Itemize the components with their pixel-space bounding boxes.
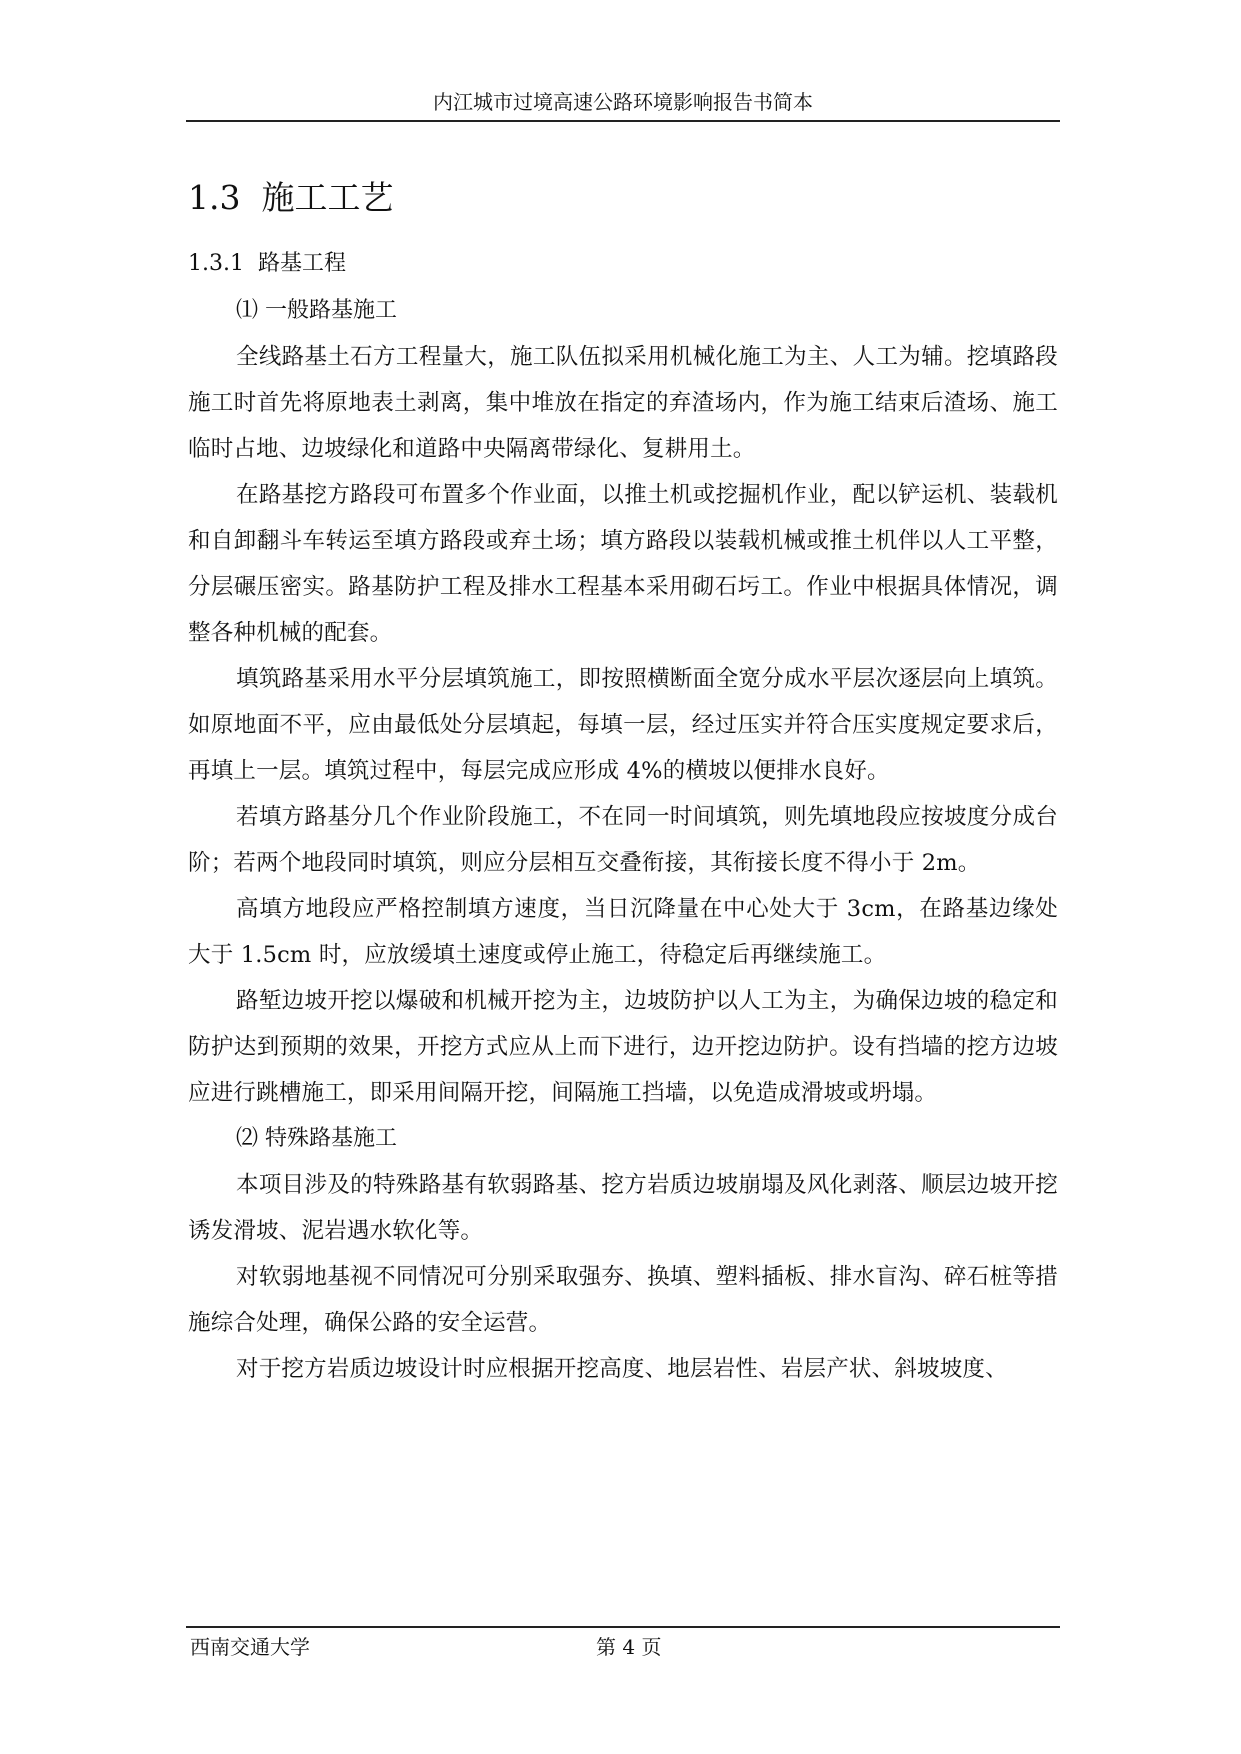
page-header	[186, 84, 1060, 122]
header-title: 内江城市过境高速公路环境影响报告书简本	[433, 90, 813, 114]
item-heading-general-subgrade: ⑴ 一般路基施工	[236, 298, 397, 323]
paragraph: 填筑路基采用水平分层填筑施工，即按照横断面全宽分成水平层次逐层向上填筑。如原地面不平，应由最低处分层填起，每填一层，经过压实并符合压实度规定要求后，再填上一层。填筑过程中，每层完成应形成 4%的横坡以便排水良好。	[188, 666, 1058, 784]
section-number: 1.3	[188, 178, 241, 217]
paragraph: 对软弱地基视不同情况可分别采取强夯、换填、塑料插板、排水盲沟、碎石桩等措施综合处理，确保公路的安全运营。	[188, 1264, 1058, 1336]
paragraph: 若填方路基分几个作业阶段施工，不在同一时间填筑，则先填地段应按坡度分成台阶；若两个地段同时填筑，则应分层相互交叠衔接，其衔接长度不得小于 2m。	[188, 804, 1058, 876]
paragraph: 全线路基土石方工程量大，施工队伍拟采用机械化施工为主、人工为辅。挖填路段施工时首先将原地表土剥离，集中堆放在指定的弃渣场内，作为施工结束后渣场、施工临时占地、边坡绿化和道路中央隔离带绿化、复耕用土。	[188, 344, 1058, 462]
subsection-heading	[188, 242, 1058, 286]
subsection-title: 路基工程	[257, 251, 346, 276]
item-heading-special-subgrade: ⑵ 特殊路基施工	[236, 1126, 397, 1151]
page-number: 第 4 页	[596, 1635, 662, 1659]
paragraph: 对于挖方岩质边坡设计时应根据开挖高度、地层岩性、岩层产状、斜坡坡度、	[236, 1356, 1008, 1382]
document-body	[188, 168, 1058, 1392]
paragraph: 高填方地段应严格控制填方速度，当日沉降量在中心处大于 3cm，在路基边缘处大于 1.5cm 时，应放缓填土速度或停止施工，待稳定后再继续施工。	[188, 896, 1058, 968]
footer-institution: 西南交通大学	[190, 1635, 310, 1659]
paragraph: 本项目涉及的特殊路基有软弱路基、挖方岩质边坡崩塌及风化剥落、顺层边坡开挖诱发滑坡、泥岩遇水软化等。	[188, 1172, 1058, 1244]
section-title: 施工工艺	[261, 178, 394, 217]
paragraph: 在路基挖方路段可布置多个作业面，以推土机或挖掘机作业，配以铲运机、装载机和自卸翻斗车转运至填方路段或弃土场；填方路段以装载机械或推土机伴以人工平整，分层碾压密实。路基防护工程及排水工程基本采用砌石圬工。作业中根据具体情况，调整各种机械的配套。	[188, 482, 1058, 646]
page-footer	[186, 1626, 1060, 1662]
subsection-number: 1.3.1	[188, 251, 244, 276]
section-heading	[188, 168, 1058, 228]
paragraph: 路堑边坡开挖以爆破和机械开挖为主，边坡防护以人工为主，为确保边坡的稳定和防护达到预期的效果，开挖方式应从上而下进行，边开挖边防护。设有挡墙的挖方边坡应进行跳槽施工，即采用间隔开挖，间隔施工挡墙，以免造成滑坡或坍塌。	[188, 988, 1058, 1106]
